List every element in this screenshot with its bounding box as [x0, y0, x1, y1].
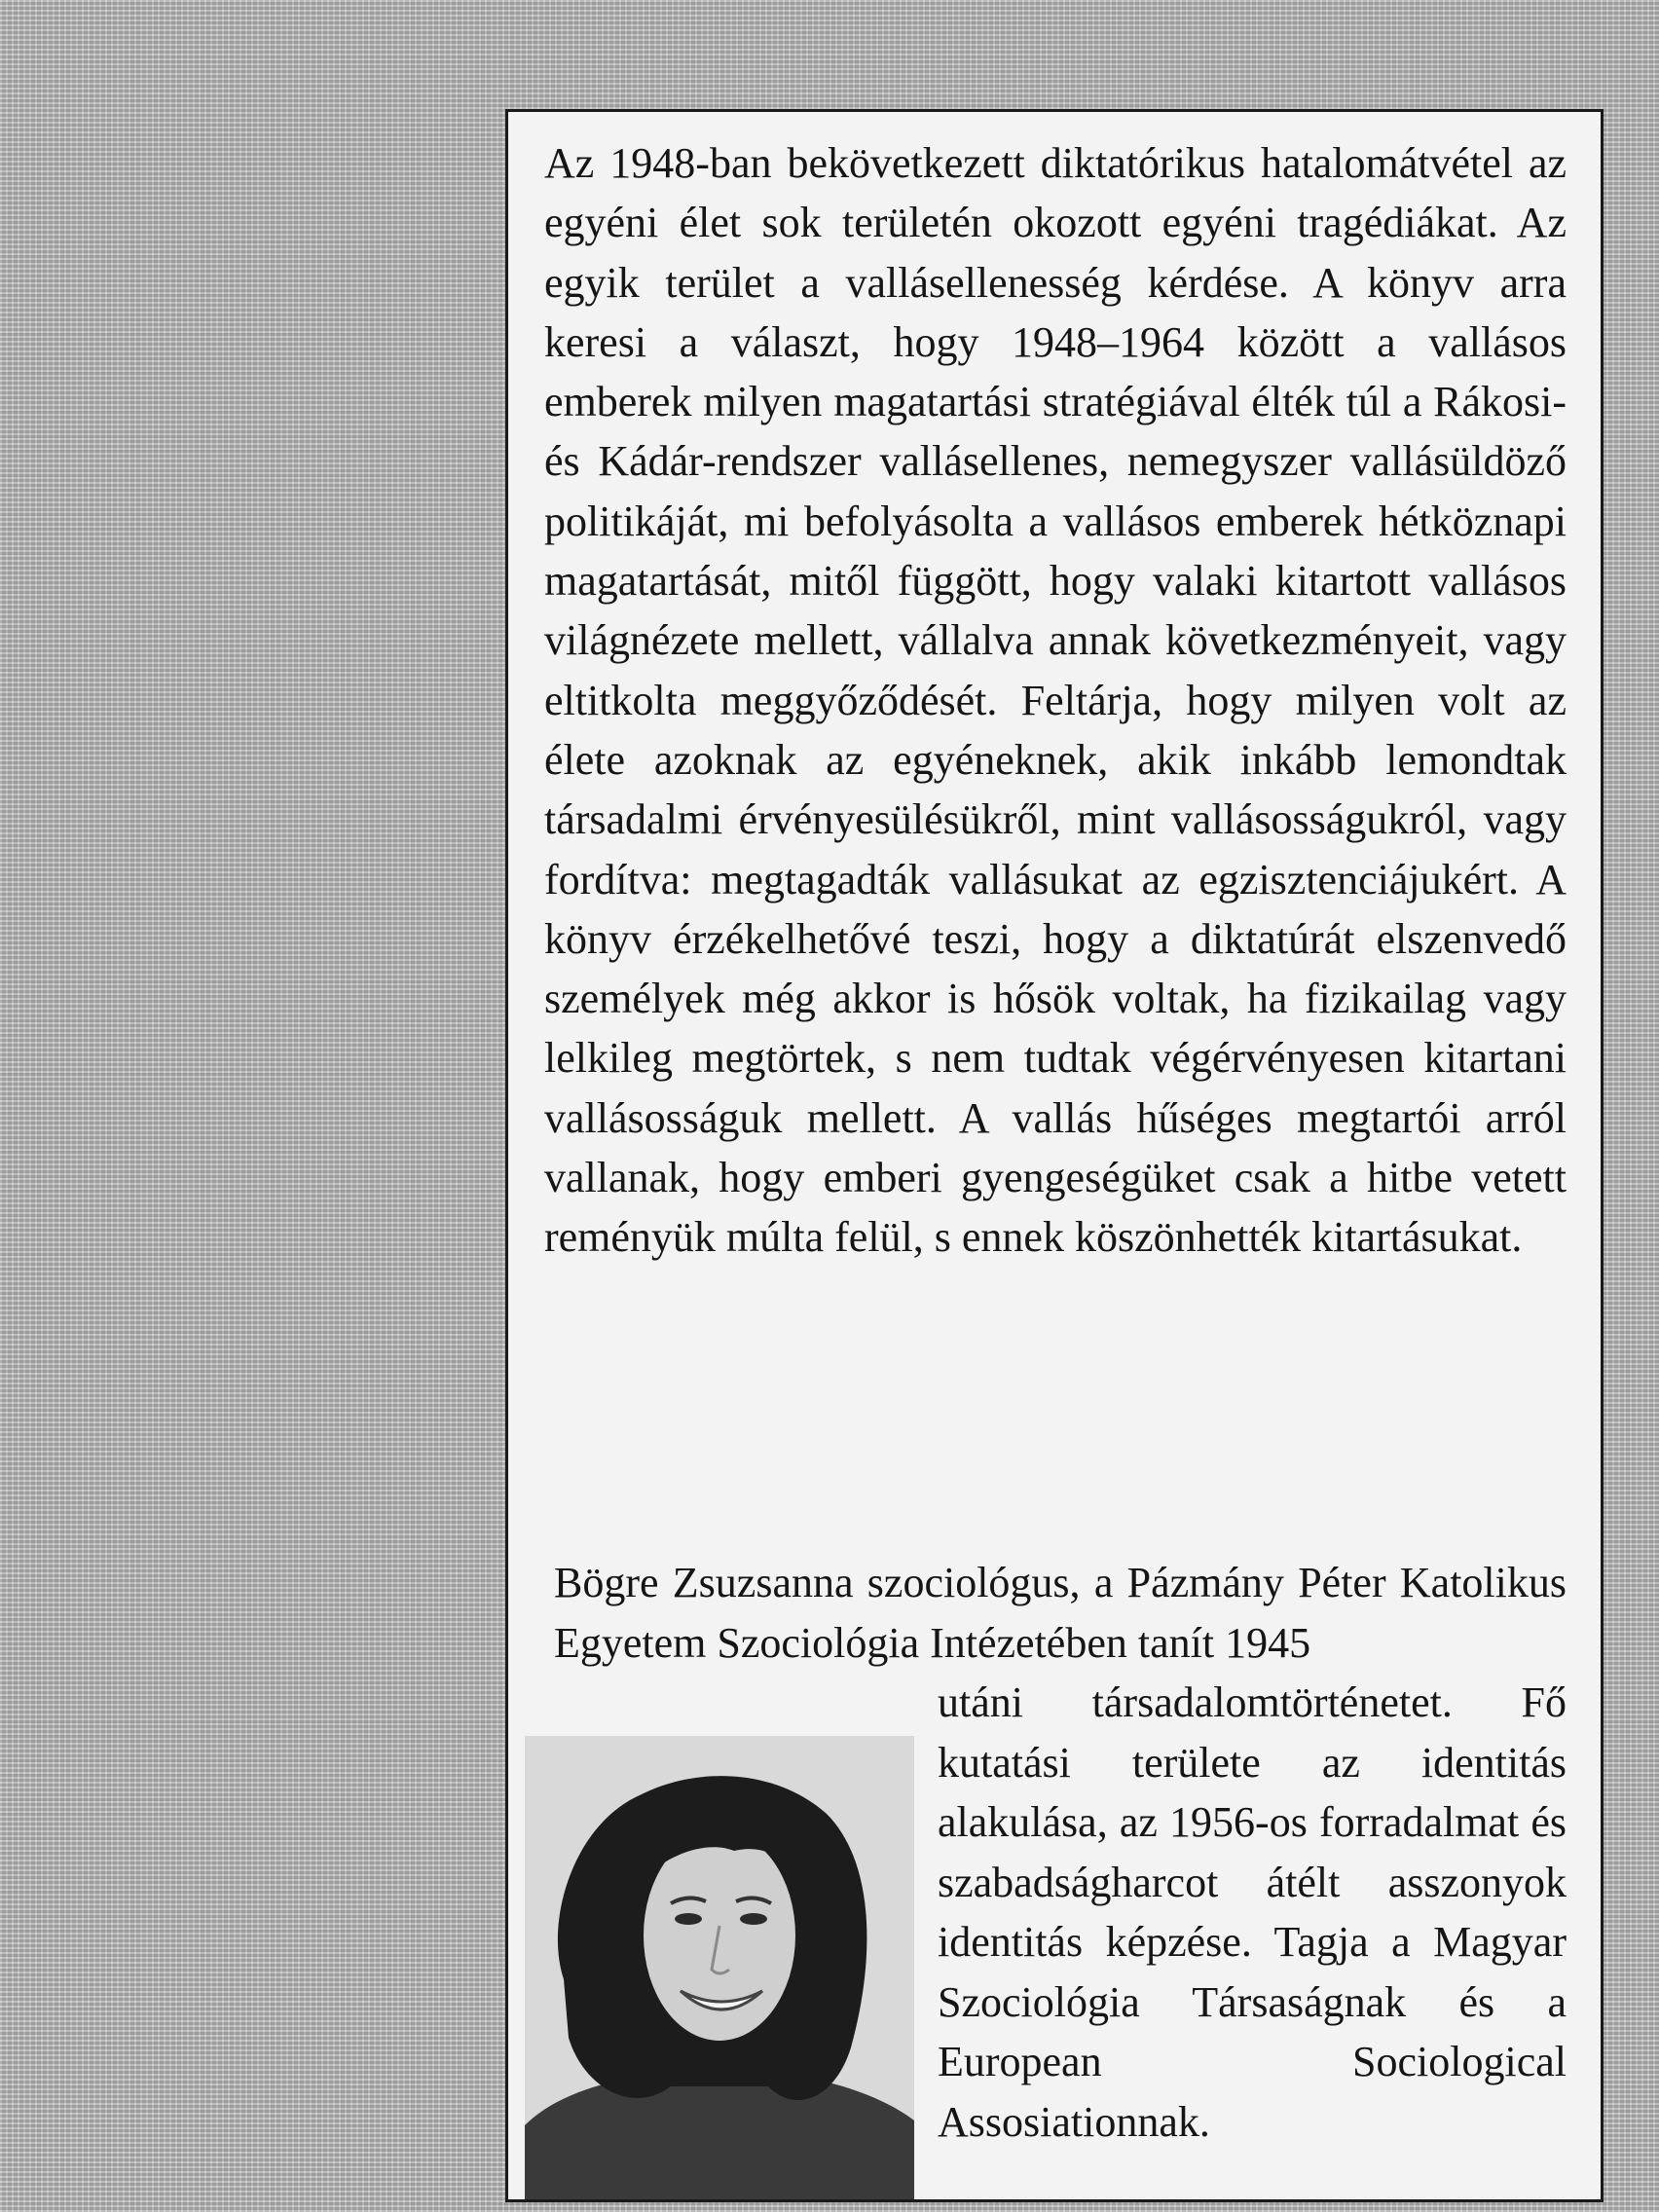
book-blurb: Az 1948-ban bekövetkezett diktatórikus hatalomátvétel az egyéni élet sok területén okozott egyéni tragédiákat. Az egyik terület a vallásellenesség kérdése. A könyv arra keresi a választ, hogy 1948–1964 között a vallásos emberek milyen magatartási stratégiával élték túl a Rákosi- és Kádár-rendszer vallásellenes, nemegyszer vallásüldöző politikáját, mi befolyásolta a vallásos emberek hétköznapi magatartását, mitől függött, hogy valaki kitartott vallásos világnézete mellett, vállalva annak következményeit, vagy eltitkolta meggyőződését. Feltárja, hogy milyen volt az élete azoknak az egyéneknek, akik inkább lemondtak társadalmi érvényesülésükről, mint vallásosságukról, vagy fordítva: megtagadták vallásukat az egzisztenciájukért. A könyv érzékelhetővé teszi, hogy a diktatúrát elszenvedő személyek még akkor is hősök voltak, ha fizikailag vagy lelkileg megtörtek, s nem tudtak végérvényesen kitartani vallásosságuk mellett. A vallás hűséges megtartói arról vallanak, hogy emberi gyengeségüket csak a hitbe vetett reményük múlta felül, s ennek köszönhették kitartásukat.: [544, 139, 1567, 1262]
author-photo: [525, 1736, 914, 2202]
author-bio-intro: Bögre Zsuzsanna szociológus, a Pázmány Péter Katolikus Egyetem Szociológia Intézetében tanít 1945: [554, 1559, 1567, 1667]
back-cover-text-panel: [505, 109, 1604, 2202]
author-portrait-image: [525, 1736, 914, 2202]
author-bio-continued: utáni társadalomtörténetet. Fő kutatási területe az identitás alakulása, az 1956-os forradalmat és szabadságharcot átélt asszonyok identitás képzése. Tagja a Magyar Szociológia Társaságnak és a European Sociological Assosiationnak.: [938, 1678, 1567, 2146]
